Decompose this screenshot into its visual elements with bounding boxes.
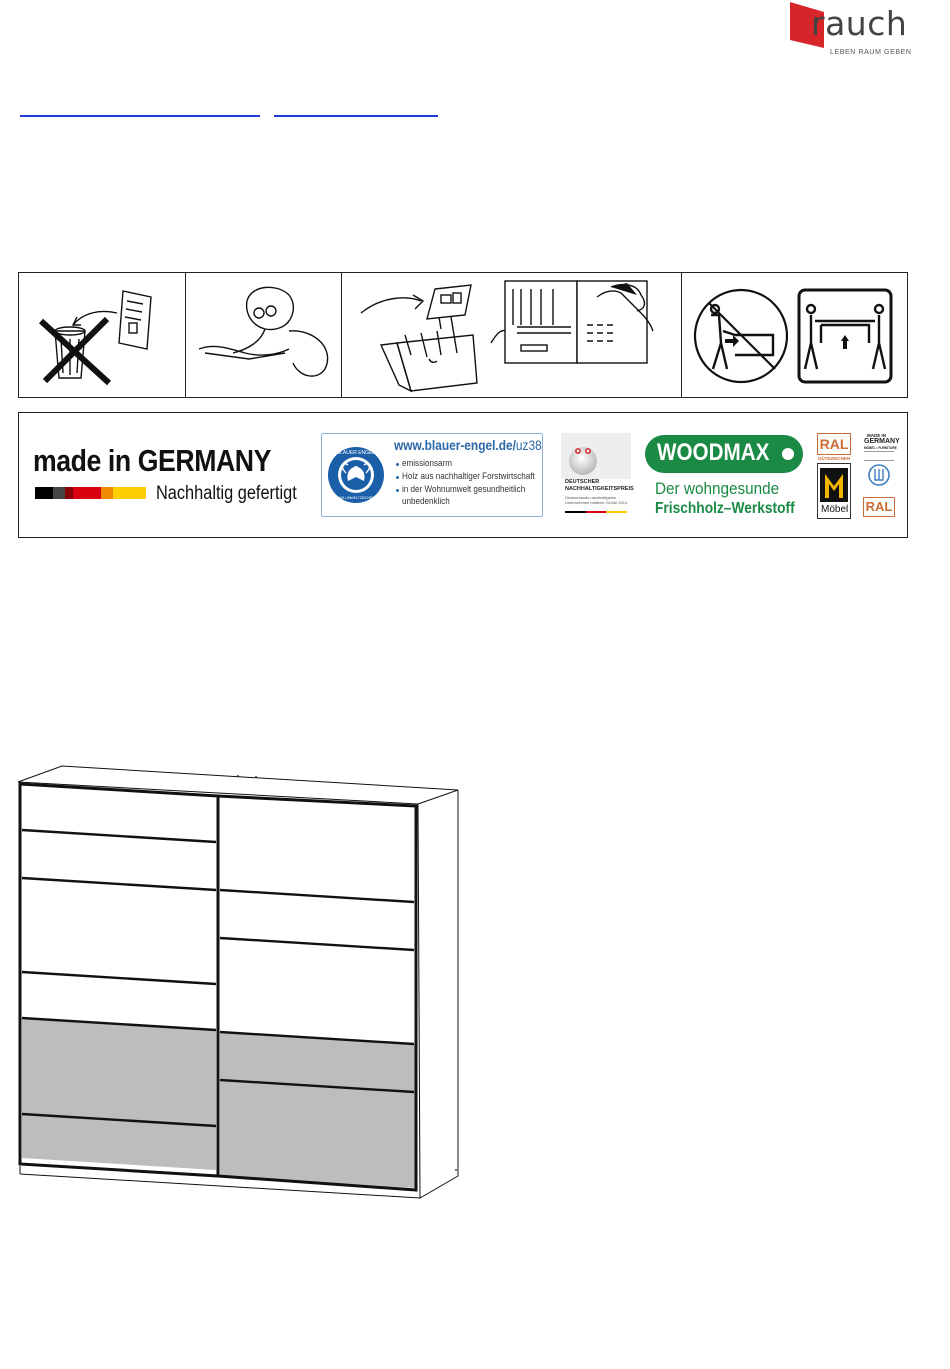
blauer-engel-url-suffix: uz38 xyxy=(515,437,542,453)
german-flag-stripe xyxy=(35,487,146,499)
moebel-m-icon xyxy=(818,466,850,506)
mig-moebel-lines xyxy=(864,451,894,461)
blauer-engel-item-3: in der Wohnumwelt gesundheitlich xyxy=(402,484,526,494)
blauer-engel-seal-icon xyxy=(326,437,386,513)
dnp-title-2: NACHHALTIGKEITSPREIS xyxy=(565,486,634,492)
blauer-engel-item-4: unbedenklich xyxy=(402,496,450,506)
woodmax-name: WOODMAX xyxy=(657,439,770,466)
blauer-engel-label xyxy=(321,433,543,517)
blauer-engel-item-2: Holz aus nachhaltiger Forstwirtschaft xyxy=(402,471,535,481)
certification-band xyxy=(18,412,908,538)
blauer-engel-url-prefix: www.blauer-engel.de/ xyxy=(394,437,516,453)
link-underline-2[interactable] xyxy=(274,115,438,117)
ral-guetezeichen: GÜTEZEICHEN xyxy=(818,456,851,461)
moebel-text: Möbel xyxy=(821,504,849,515)
logo-brand: rauch xyxy=(811,4,908,43)
lift-furniture-icon xyxy=(681,273,907,397)
dnp-flag-stripe xyxy=(565,511,627,513)
rauch-logo xyxy=(786,0,916,62)
award-trophy-icon xyxy=(561,433,631,479)
mig-moebel-3: MÖBEL • FURNITURE xyxy=(864,446,897,450)
blauer-engel-item-1: emissionsarm xyxy=(402,458,452,468)
seal-ring-text: BLAUER ENGEL xyxy=(336,450,376,456)
instruction-panel xyxy=(18,272,908,398)
logo-tagline: LEBEN RAUM GEBEN xyxy=(830,49,912,56)
mig-moebel-2: GERMANY xyxy=(864,438,900,445)
bullet-2 xyxy=(396,476,399,479)
instruction-file-manual xyxy=(341,273,682,397)
instruction-keep-manual xyxy=(19,273,186,397)
woodmax-dot-icon xyxy=(781,447,795,461)
instruction-lift-dont-push xyxy=(681,273,907,397)
dnp-title-1: DEUTSCHER xyxy=(565,479,600,485)
file-folder-icon xyxy=(341,273,681,397)
do-not-discard-icon xyxy=(19,273,185,397)
link-underline-1[interactable] xyxy=(20,115,260,117)
bullet-3 xyxy=(396,489,399,492)
dnp-title xyxy=(565,479,634,493)
quality-seal-icon xyxy=(867,463,891,487)
mig-moebel-1: MADE IN xyxy=(867,433,886,438)
made-in-germany-moebel-label xyxy=(863,433,900,519)
ral-label-2: RAL xyxy=(863,497,895,517)
nachhaltigkeitspreis-label xyxy=(561,433,634,519)
wardrobe-illustration xyxy=(14,760,464,1202)
seal-bottom-text: DAS UMWELTZEICHEN xyxy=(337,496,375,500)
made-in-germany-title: made in GERMANY xyxy=(33,443,271,478)
woodmax-label xyxy=(645,433,807,523)
ral-label-1: RAL xyxy=(817,433,851,455)
bullet-1 xyxy=(396,463,399,466)
reading-person-icon xyxy=(185,273,341,397)
made-in-germany-subtitle: Nachhaltig gefertigt xyxy=(156,483,297,504)
dnp-sub xyxy=(565,495,627,505)
moebel-guetezeichen xyxy=(817,463,851,519)
woodmax-line2: Frischholz–Werkstoff xyxy=(655,500,795,517)
blauer-engel-url[interactable] xyxy=(394,437,542,453)
dnp-sub-1: Deutschlands nachhaltigstes xyxy=(565,495,616,500)
instruction-read-manual xyxy=(185,273,342,397)
woodmax-line1: Der wohngesunde xyxy=(655,479,780,498)
dnp-sub-2: Unternehmen mittlerer Größe 2014 xyxy=(565,500,628,505)
